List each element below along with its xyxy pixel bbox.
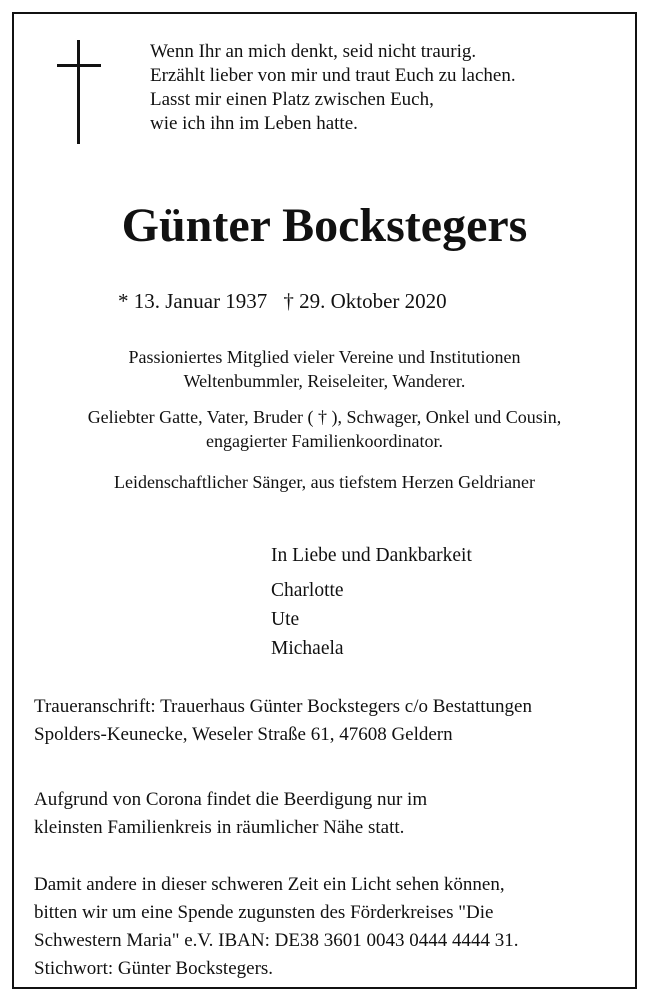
mourner-name: Charlotte <box>271 580 344 601</box>
address-line: Traueranschrift: Trauerhaus Günter Bockstegers c/o Bestattungen <box>34 696 532 717</box>
donation-line: Damit andere in dieser schweren Zeit ein Licht sehen können, <box>34 874 505 895</box>
poem-line: wie ich ihn im Leben hatte. <box>150 113 358 134</box>
mourners <box>271 541 472 663</box>
description-line: Geliebter Gatte, Vater, Bruder ( † ), Schwager, Onkel und Cousin, <box>87 407 562 427</box>
donation-line: Schwestern Maria" e.V. IBAN: DE38 3601 0043 0444 4444 31. <box>34 930 519 951</box>
mourners-intro: In Liebe und Dankbarkeit <box>271 545 472 566</box>
funeral-address <box>34 693 532 749</box>
description-line: Weltenbummler, Reiseleiter, Wanderer. <box>183 371 466 391</box>
deceased-name: Günter Bockstegers <box>121 199 528 252</box>
poem-line: Wenn Ihr an mich denkt, seid nicht traurig. <box>150 41 477 62</box>
notice-line: kleinsten Familienkreis in räumlicher Nähe statt. <box>34 817 405 838</box>
donation-line: Stichwort: Günter Bockstegers. <box>34 958 274 979</box>
donation-line: bitten wir um eine Spende zugunsten des Förderkreises "Die <box>34 902 494 923</box>
description-group <box>0 345 649 393</box>
life-dates <box>118 288 447 314</box>
address-line: Spolders-Keunecke, Weseler Straße 61, 47608 Geldern <box>34 724 453 745</box>
corona-notice <box>34 786 427 842</box>
mourner-name: Michaela <box>271 638 344 659</box>
obituary-border <box>12 12 637 989</box>
poem-line: Erzählt lieber von mir und traut Euch zu lachen. <box>150 65 516 86</box>
cross-icon <box>57 40 101 144</box>
donation-notice <box>34 871 518 983</box>
description-group <box>0 405 649 453</box>
description-line: Passioniertes Mitglied vieler Vereine und Institutionen <box>128 347 521 367</box>
description-group <box>0 470 649 494</box>
description-line: Leidenschaftlicher Sänger, aus tiefstem Herzen Geldrianer <box>113 472 536 492</box>
birth-date: * 13. Januar 1937 <box>118 289 268 313</box>
poem-line: Lasst mir einen Platz zwischen Euch, <box>150 89 434 110</box>
notice-line: Aufgrund von Corona findet die Beerdigung nur im <box>34 789 428 810</box>
poem <box>150 40 516 136</box>
mourner-names <box>271 576 472 663</box>
mourner-name: Ute <box>271 609 300 630</box>
description-line: engagierter Familienkoordinator. <box>206 431 443 451</box>
death-date: † 29. Oktober 2020 <box>283 289 447 313</box>
